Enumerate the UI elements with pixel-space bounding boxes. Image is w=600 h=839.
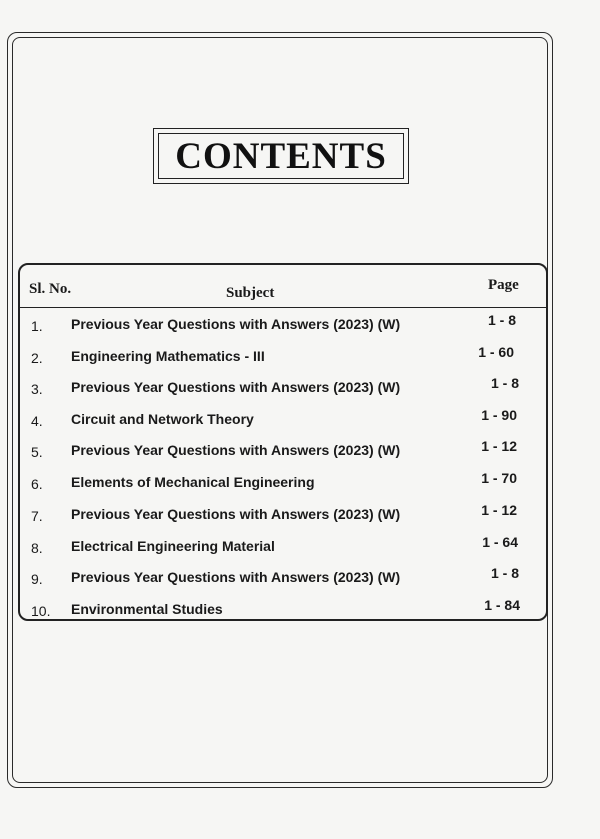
row-page-range: 1 - 8	[490, 565, 519, 581]
row-subject: Engineering Mathematics - III	[71, 348, 265, 364]
table-row	[20, 373, 546, 403]
row-number: 4.	[31, 413, 43, 429]
row-number: 7.	[31, 508, 43, 524]
row-number: 8.	[31, 540, 43, 556]
row-page-range: 1 - 60	[478, 344, 514, 360]
table-header	[20, 265, 546, 308]
row-page-range: 1 - 8	[487, 312, 516, 328]
contents-title-frame	[153, 128, 409, 184]
row-page-range: 1 - 64	[482, 534, 518, 550]
row-subject: Electrical Engineering Material	[71, 538, 275, 554]
row-subject: Previous Year Questions with Answers (2023) (W)	[71, 506, 401, 522]
table-row	[20, 310, 546, 340]
row-subject: Environmental Studies	[71, 601, 223, 617]
row-subject: Previous Year Questions with Answers (2023) (W)	[71, 569, 401, 585]
contents-table	[18, 263, 548, 621]
table-row	[20, 342, 546, 372]
table-row	[20, 500, 546, 530]
row-number: 10.	[31, 603, 51, 619]
table-row	[20, 405, 546, 435]
row-page-range: 1 - 12	[481, 502, 517, 518]
row-page-range: 1 - 90	[481, 407, 517, 423]
row-page-range: 1 - 12	[481, 438, 517, 454]
row-number: 1.	[31, 318, 43, 334]
row-subject: Circuit and Network Theory	[71, 411, 254, 427]
row-page-range: 1 - 8	[490, 375, 519, 391]
row-page-range: 1 - 84	[484, 597, 520, 613]
header-sl-no: Sl. No.	[29, 281, 72, 297]
row-number: 6.	[31, 476, 43, 492]
row-number: 5.	[31, 444, 43, 460]
row-subject: Previous Year Questions with Answers (2023) (W)	[71, 316, 401, 332]
row-subject: Previous Year Questions with Answers (2023) (W)	[71, 442, 401, 458]
table-row	[20, 563, 546, 593]
header-subject: Subject	[226, 285, 275, 301]
row-number: 3.	[31, 381, 43, 397]
row-subject: Previous Year Questions with Answers (2023) (W)	[71, 379, 401, 395]
contents-title-inner-frame	[158, 133, 404, 179]
table-row	[20, 532, 546, 562]
table-row	[20, 595, 546, 625]
row-page-range: 1 - 70	[481, 470, 517, 486]
row-number: 9.	[31, 571, 43, 587]
header-page: Page	[488, 277, 519, 293]
row-number: 2.	[31, 350, 43, 366]
page-title: CONTENTS	[175, 135, 387, 177]
table-row	[20, 436, 546, 466]
row-subject: Elements of Mechanical Engineering	[71, 474, 315, 490]
table-row	[20, 468, 546, 498]
